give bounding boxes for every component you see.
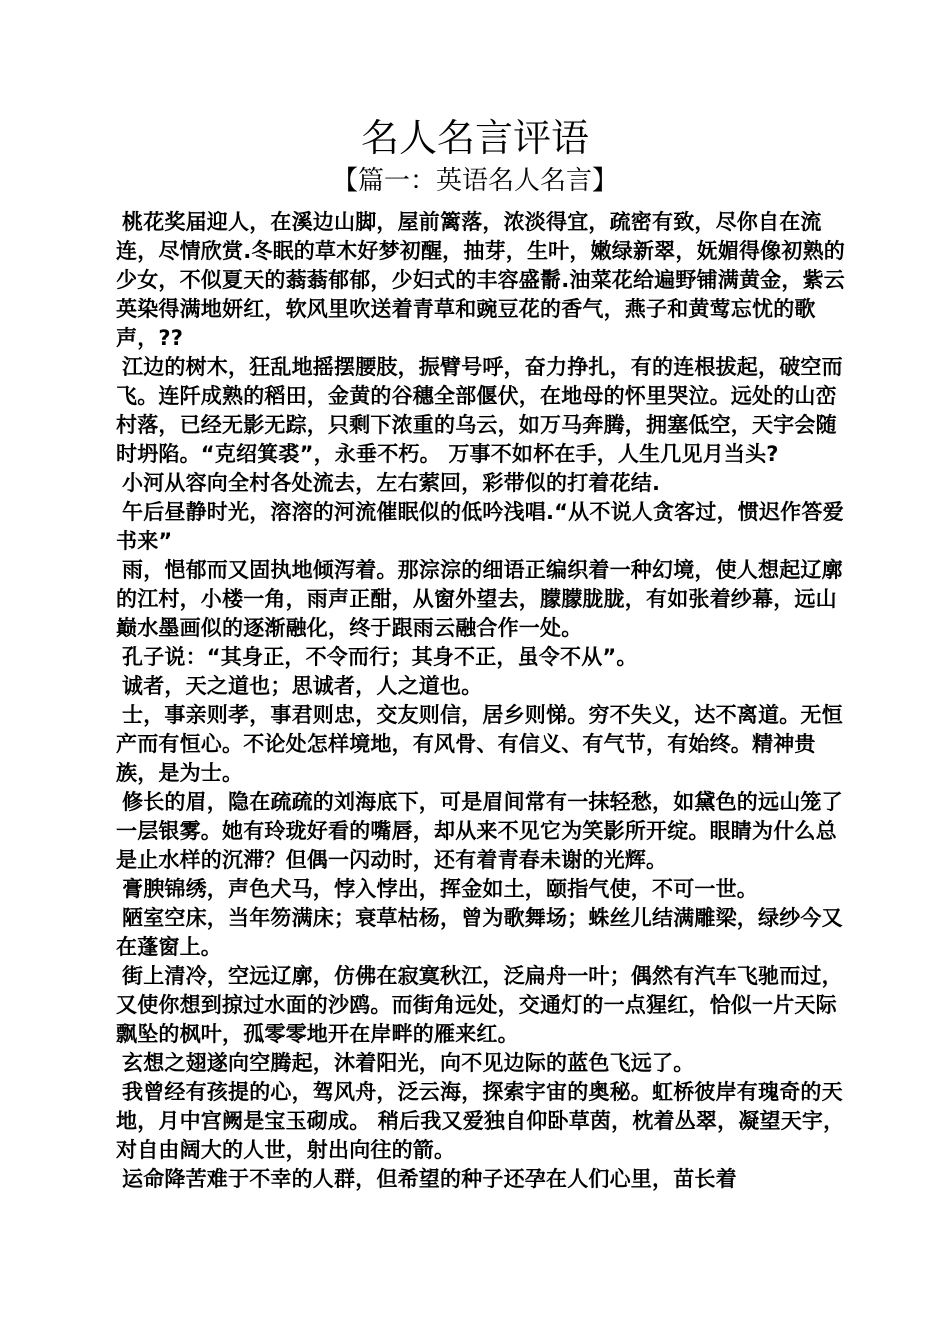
paragraph: 诚者，天之道也；思诚者，人之道也。 — [122, 674, 483, 698]
paragraph: 运命降苦难于不幸的人群，但希望的种子还孕在人们心里，苗长着 — [122, 1167, 737, 1191]
paragraph: 陋室空床，当年笏满床；衰草枯杨，曾为歌舞场；蛛丝儿结满雕梁，绿纱今又在蓬窗上。 — [116, 906, 843, 959]
document-title: 名人名言评语 — [360, 116, 589, 160]
paragraph: 士，事亲则孝，事君则忠，交友则信，居乡则悌。穷不失义，达不离道。无恒产而有恒心。不论处怎样境地，有风骨、有信义、有气节，有始终。精神贵族，是为士。 — [116, 703, 843, 785]
paragraph: 桃花奖届迎人，在溪边山脚，屋前篱落，浓淡得宜，疏密有致，尽你自在流连，尽情欣赏.冬眠的草木好梦初醒，抽芽，生叶，嫩绿新翠，妩媚得像初熟的少女，不似夏天的蓊蓊郁郁，少妇式的丰容盛鬋.油菜花给遍野铺满黄金，紫云英染得满地妍红，软风里吹送着青草和豌豆花的香气，燕子和黄莺忘忧的歌声，?? — [116, 210, 845, 350]
paragraph: 江边的树木，狂乱地摇摆腰肢，振臂号呼，奋力挣扎，有的连根拔起，破空而飞。连阡成熟的稻田，金黄的谷穗全部偃伏，在地母的怀里哭泣。远处的山峦村落，已经无影无踪，只剩下浓重的乌云，如万马奔腾，拥塞低空，天宇会随时坍陷。“克绍箕裘”，永垂不朽。 万事不如杯在手，人生几见月当头? — [116, 355, 843, 466]
paragraph: 我曾经有孩提的心，驾风舟，泛云海，探索宇宙的奥秘。虹桥彼岸有瑰奇的天地，月中宫阙是宝玉砌成。 稍后我又爱独自仰卧草茵，枕着丛翠，凝望天宇，对自由阔大的人世，射出向往的箭。 — [116, 1080, 845, 1162]
paragraph: 午后昼静时光，溶溶的河流催眠似的低吟浅唱.“从不说人贪客过，惯迟作答爱书来” — [116, 500, 844, 553]
document-subtitle: 【篇一：英语名人名言】 — [331, 166, 618, 196]
document-body — [116, 208, 846, 1194]
paragraph: 孔子说：“其身正，不令而行；其身不正，虽令不从”。 — [122, 645, 638, 669]
paragraph: 修长的眉，隐在疏疏的刘海底下，可是眉间常有一抹轻愁，如黛色的远山笼了一层银雾。她有玲珑好看的嘴唇，却从来不见它为笑影所开绽。眼睛为什么总是止水样的沉滞？但偶一闪动时，还有着青春未谢的光辉。 — [116, 790, 843, 872]
paragraph: 小河从容向全村各处流去，左右萦回，彩带似的打着花结. — [122, 471, 661, 495]
paragraph: 膏腴锦绣，声色犬马，悖入悖出，挥金如土，颐指气使，不可一世。 — [122, 877, 758, 901]
paragraph: 雨，悒郁而又固执地倾泻着。那淙淙的细语正编织着一种幻境，使人想起辽廓的江村，小楼一角，雨声正酣，从窗外望去，朦朦胧胧，有如张着纱幕，远山巅水墨画似的逐渐融化，终于跟雨云融合作一处。 — [116, 558, 843, 640]
paragraph: 街上清冷，空远辽廓，仿佛在寂寞秋江，泛扁舟一叶；偶然有汽车飞驰而过，又使你想到掠过水面的沙鸥。而街角远处，交通灯的一点猩红，恰似一片天际飘坠的枫叶，孤零零地开在岸畔的雁来红。 — [116, 964, 843, 1046]
paragraph: 玄想之翅遂向空腾起，沐着阳光，向不见边际的蓝色飞远了。 — [122, 1051, 695, 1075]
